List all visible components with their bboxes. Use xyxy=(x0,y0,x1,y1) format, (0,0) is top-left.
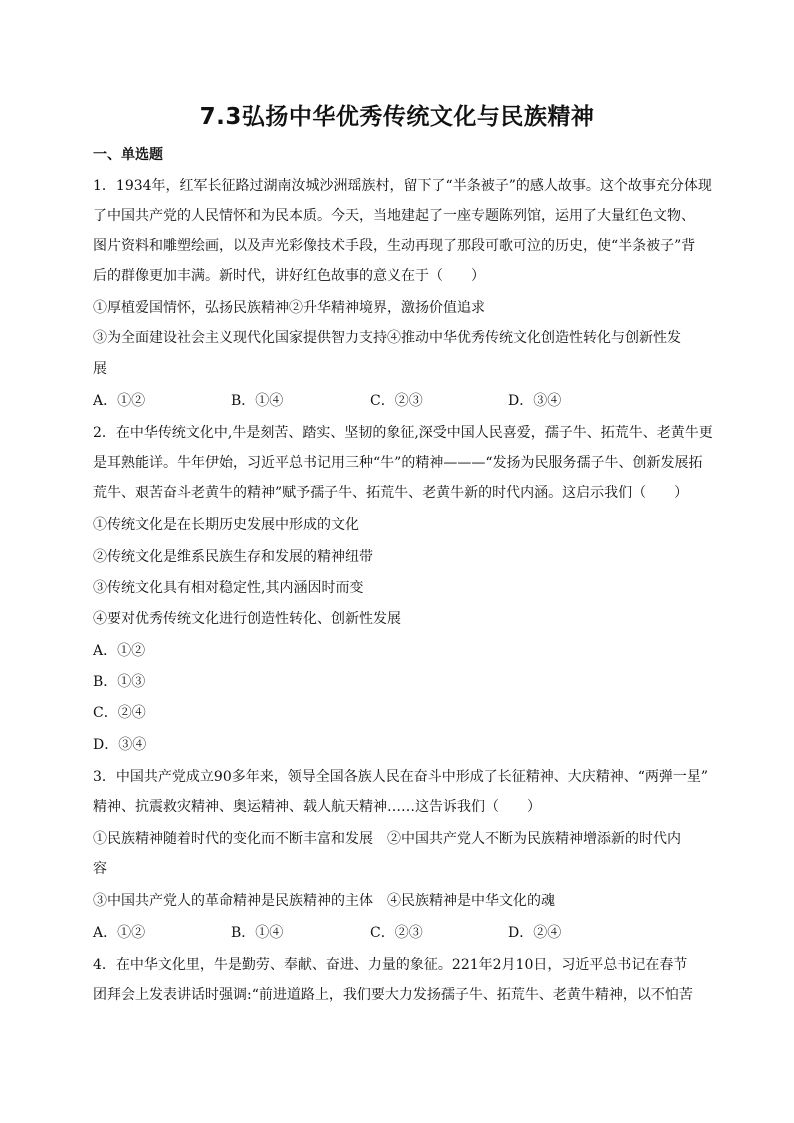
q2-option-d: D．③④ xyxy=(93,737,147,753)
q4-line: 4．在中华文化里，牛是勤劳、奉献、奋进、力量的象征。221年2月10日，习近平总书记在春节 xyxy=(93,957,688,973)
q2-statement: ②传统文化是维系民族生存和发展的精神纽带 xyxy=(93,549,373,565)
q3-option-c: C．②③ xyxy=(370,925,423,941)
q4-line: 团拜会上发表讲话时强调:“前进道路上，我们要大力发扬孺子牛、拓荒牛、老黄牛精神，以不怕苦 xyxy=(93,987,693,1003)
section-heading: 一、单选题 xyxy=(93,147,163,163)
q2-line: 是耳熟能详。牛年伊始，习近平总书记用三种“牛”的精神———“发扬为民服务孺子牛、创新发展拓 xyxy=(93,455,703,471)
q1-line: 图片资料和雕塑绘画，以及声光彩像技术手段，生动再现了那段可歌可泣的历史，使“半条被子”背 xyxy=(93,238,696,254)
q1-statement: 展 xyxy=(93,361,107,377)
q1-line: 1．1934年，红军长征路过湖南汝城沙洲瑶族村，留下了“半条被子”的感人故事。这个故事充分体现 xyxy=(93,178,712,194)
q3-option-b: B．①④ xyxy=(231,925,284,941)
q3-statement: ①民族精神随着时代的变化而不断丰富和发展 ②中国共产党人不断为民族精神增添新的时代内 xyxy=(93,831,681,847)
q2-line: 2．在中华传统文化中,牛是刻苦、踏实、坚韧的象征,深受中国人民喜爱，孺子牛、拓荒牛、老黄牛更 xyxy=(93,425,713,441)
q3-statement: ③中国共产党人的革命精神是民族精神的主体 ④民族精神是中华文化的魂 xyxy=(93,893,555,909)
q3-option-a: A．①② xyxy=(93,925,146,941)
q1-line: 后的群像更加丰满。新时代，讲好红色故事的意义在于（ ） xyxy=(93,268,485,284)
q1-statement: ①厚植爱国情怀，弘扬民族精神②升华精神境界，激扬价值追求 xyxy=(93,300,485,316)
page-title: 7.3弘扬中华优秀传统文化与民族精神 xyxy=(199,104,595,130)
q1-option-b: B．①④ xyxy=(231,393,284,409)
q3-line: 精神、抗震救灾精神、奥运精神、载人航天精神……这告诉我们（ ） xyxy=(93,799,541,815)
q2-line: 荒牛、艰苦奋斗老黄牛的精神”赋予孺子牛、拓荒牛、老黄牛新的时代内涵。这启示我们（ ） xyxy=(93,485,689,501)
q3-line: 3．中国共产党成立90多年来，领导全国各族人民在奋斗中形成了长征精神、大庆精神、“两弹一星” xyxy=(93,769,709,785)
q2-statement: ③传统文化具有相对稳定性,其内涵因时而变 xyxy=(93,580,364,596)
q2-option-c: C．②④ xyxy=(93,705,146,721)
q1-option-d: D．③④ xyxy=(508,393,562,409)
q3-statement: 容 xyxy=(93,861,107,877)
q2-statement: ④要对优秀传统文化进行创造性转化、创新性发展 xyxy=(93,611,401,627)
q1-line: 了中国共产党的人民情怀和为民本质。今天，当地建起了一座专题陈列馆，运用了大量红色文物、 xyxy=(93,208,695,224)
q3-option-d: D．②④ xyxy=(508,925,562,941)
q2-option-a: A．①② xyxy=(93,643,146,659)
q2-option-b: B．①③ xyxy=(93,674,146,690)
q2-statement: ①传统文化是在长期历史发展中形成的文化 xyxy=(93,517,359,533)
q1-statement: ③为全面建设社会主义现代化国家提供智力支持④推动中华优秀传统文化创造性转化与创新性发 xyxy=(93,330,681,346)
q1-option-a: A．①② xyxy=(93,393,146,409)
q1-option-c: C．②③ xyxy=(370,393,423,409)
